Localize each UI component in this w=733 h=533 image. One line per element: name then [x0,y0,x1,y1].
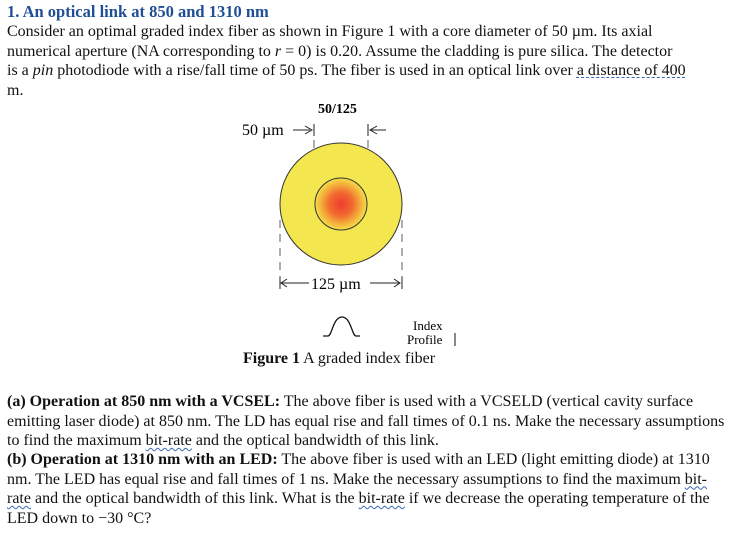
part-a-text-2: and the optical bandwidth of this link. [191,432,439,449]
index-label: Index [413,318,443,333]
clad-arrowhead-left [281,279,287,287]
fiber-type-label: 50/125 [318,102,357,117]
part-a-label: (a) Operation at 850 nm with a VCSEL: [7,393,281,410]
clad-arrowhead-right [394,279,400,287]
part-a-text-1: The above fiber is used with a VCSELD (vertical cavity surface emitting laser diode) at 850 nm. The LD has equal rise and fall times of 0.1 ns. Make the necessary assumptions to find the maximum [7,393,725,449]
intro-line-1: Consider an optimal graded index fiber as shown in Figure 1 with a core diameter of 50 µm. Its axial [7,23,653,40]
intro-line-4: m. [7,81,24,99]
core-arrowhead-left [305,126,312,134]
intro-line-2 [7,42,729,62]
distance-phrase: a distance of 400 [576,62,686,79]
intro-line-3a: is a [7,62,33,79]
intro-line-3b: photodiode with a rise/fall time of 50 ps. The fiber is used in an optical link over [53,62,577,79]
core-circle [315,178,367,230]
figure-caption [243,350,435,368]
profile-label: Profile [407,332,443,347]
part-a-paragraph [7,392,729,451]
part-b-text-1: The above fiber is used with an LED (light emitting diode) at 1310 nm. The LED has equal rise and fall times of 1 ns. Make the necessary assumptions to find the maximum [7,451,710,488]
pin-word: pin [32,62,54,79]
figure-caption-text: A graded index fiber [300,350,436,367]
part-b-bitrate-word-1: bit-rate [7,470,707,507]
part-b-bitrate-word-2: bit-rate [358,490,405,507]
part-b-label: (b) Operation at 1310 nm with an LED: [7,451,278,468]
cladding-circle [280,143,402,265]
intro-line-2a: numerical aperture (NA corresponding to [7,42,275,60]
part-a-bitrate-word: bit-rate [145,432,192,449]
figure-caption-label: Figure 1 [243,350,301,367]
part-b-paragraph [7,450,729,528]
intro-line-3 [7,61,729,81]
core-diameter-label: 50 µm [242,122,284,139]
part-b-text-2: and the optical bandwidth of this link. What is the [30,490,359,507]
index-profile-icon [323,317,360,336]
intro-line-2b: = 0) is 0.20. Assume the cladding is pure silica. The detector [281,42,673,60]
radius-symbol: r [274,42,282,60]
problem-heading: 1. An optical link at 850 and 1310 nm [7,2,269,21]
intro-paragraph [7,22,729,100]
core-arrowhead-right [370,126,377,134]
part-b-text-3: if we decrease the operating temperature of the LED down to −30 °C? [7,490,710,527]
cladding-diameter-label: 125 µm [311,276,361,293]
